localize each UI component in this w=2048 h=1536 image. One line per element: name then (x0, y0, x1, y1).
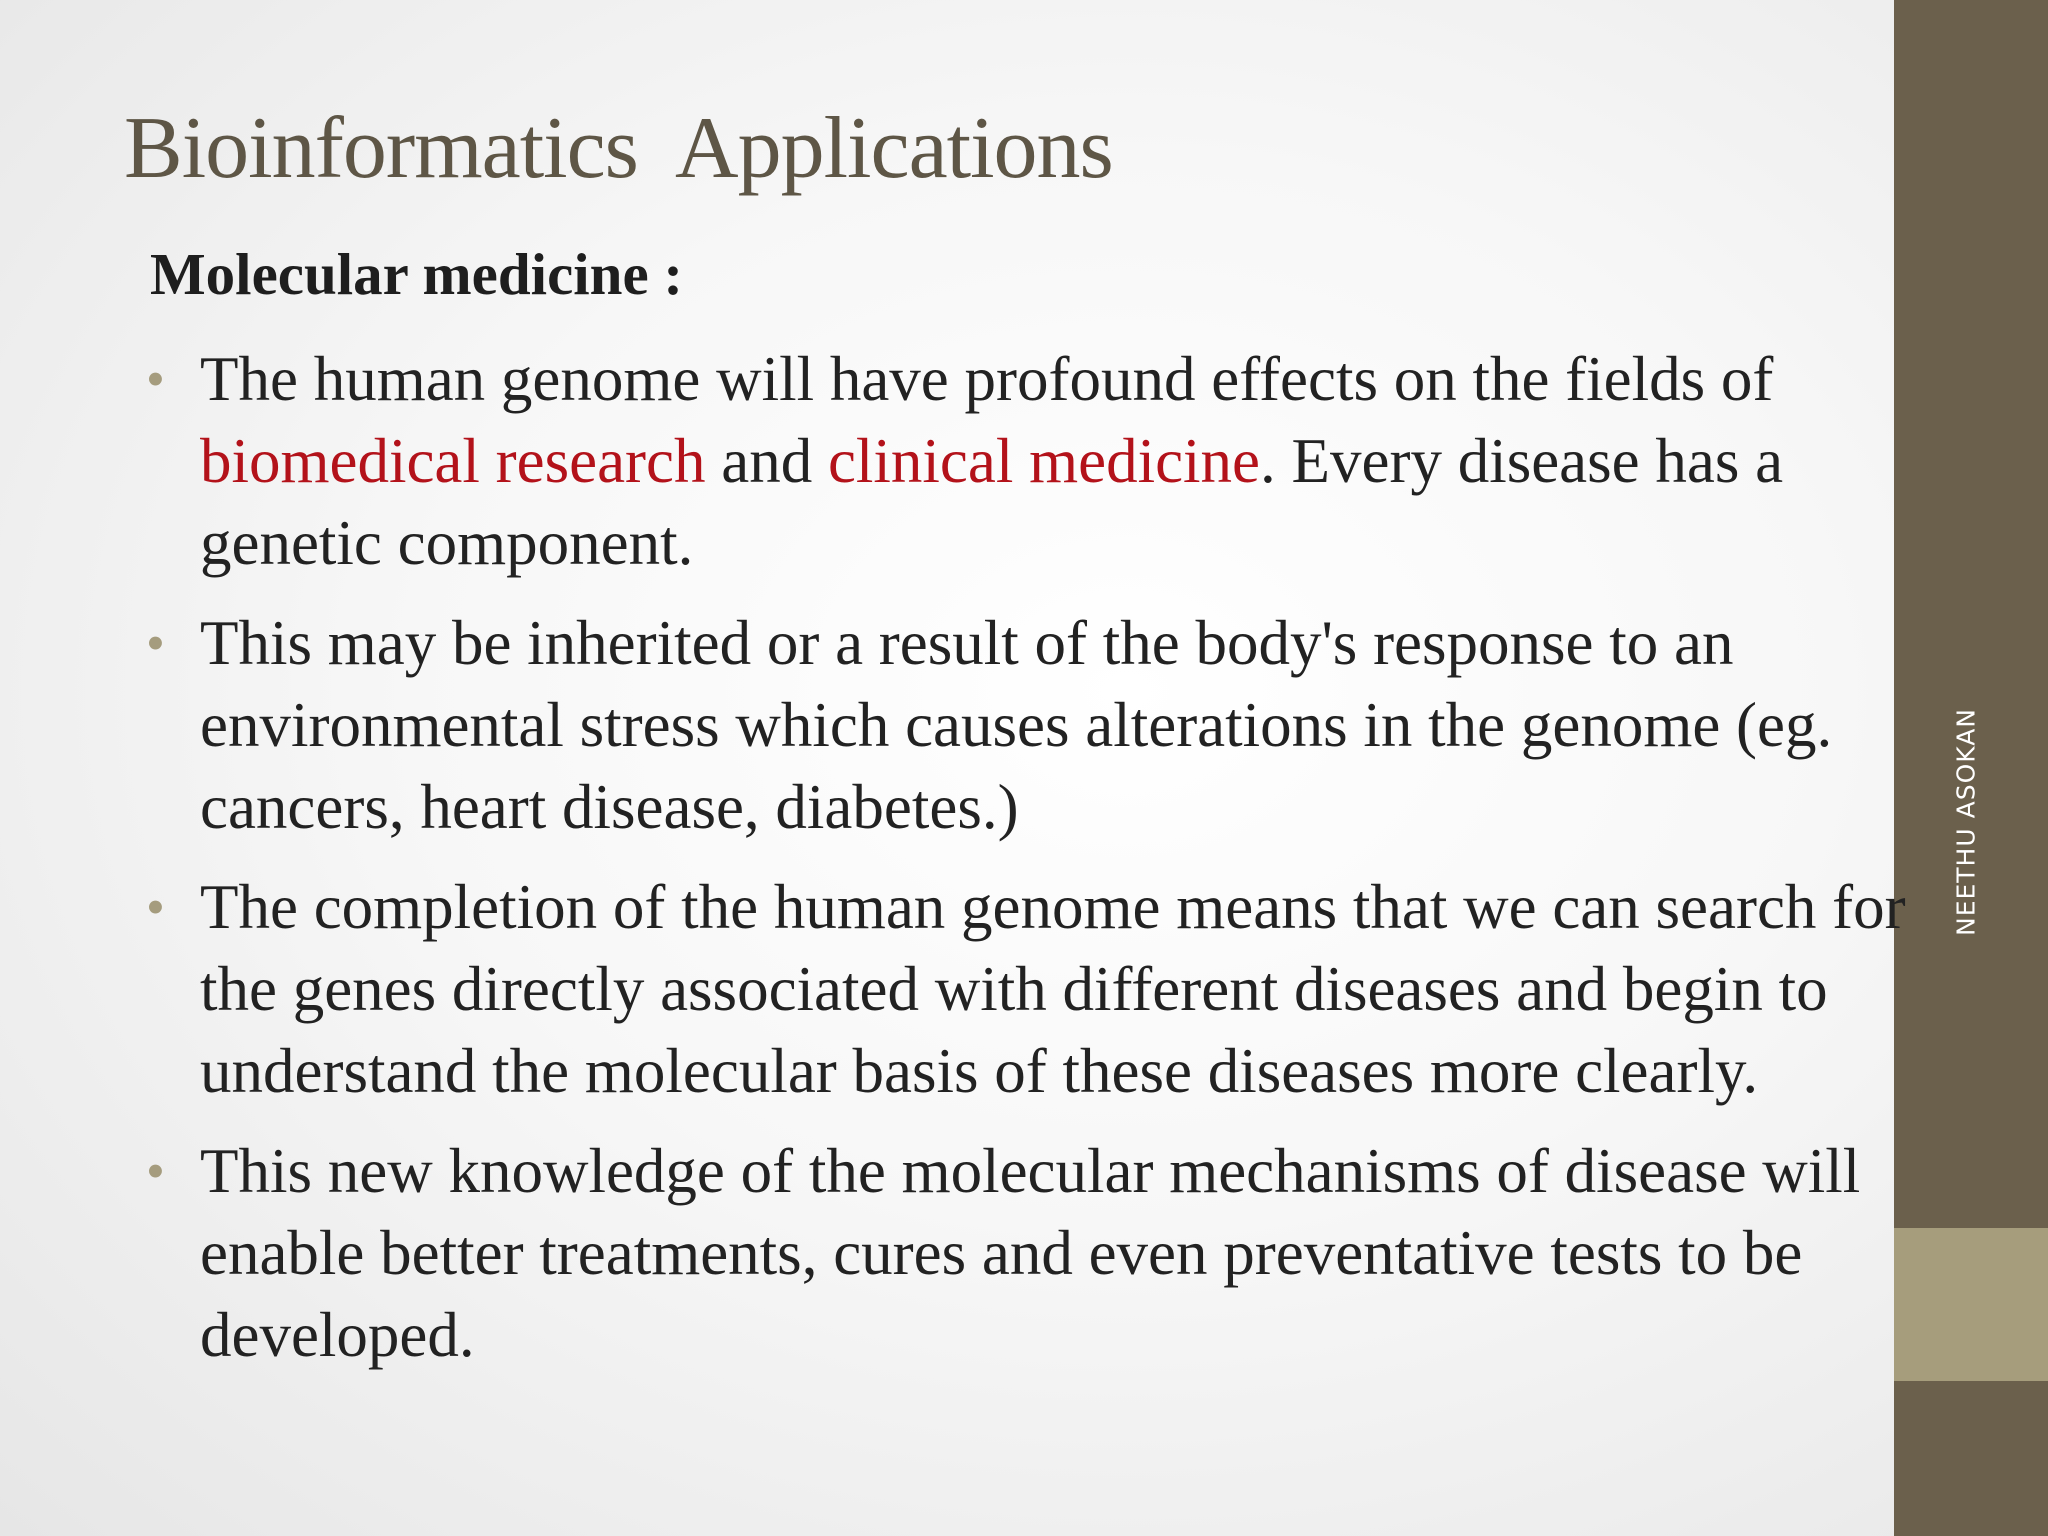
bullet-list (146, 338, 1916, 1394)
author-label: NEETHU ASOKAN (1951, 707, 1981, 937)
bullet-text-part: . Every disease has a genetic component. (200, 426, 1784, 578)
highlight-biomedical-research: biomedical research (200, 426, 706, 496)
sidebar-accent-block (1894, 1228, 2048, 1381)
bullet-icon: • (146, 1141, 165, 1201)
bullet-item (146, 602, 1916, 848)
bullet-item (146, 338, 1916, 584)
bullet-icon: • (146, 349, 165, 409)
slide-title: Bioinformatics Applications (124, 100, 1113, 197)
bullet-item (146, 866, 1916, 1112)
highlight-clinical-medicine: clinical medicine (827, 426, 1261, 496)
bullet-text: The completion of the human genome means that we can search for the genes directly associated with different diseases and begin to understand the molecular basis of these diseases more clearly. (200, 872, 1906, 1106)
bullet-text-part: and (705, 426, 828, 496)
bullet-text: This may be inherited or a result of the body's response to an environmental stress which causes alterations in the genome (eg. cancers, heart disease, diabetes.) (200, 608, 1833, 842)
bullet-text: This new knowledge of the molecular mechanisms of disease will enable better treatments, cures and even preventative tests to be developed. (200, 1136, 1861, 1370)
bullet-icon: • (146, 877, 165, 937)
section-heading: Molecular medicine : (150, 241, 684, 307)
bullet-text-part: The human genome will have profound effects on the fields of (200, 344, 1774, 414)
bullet-icon: • (146, 613, 165, 673)
bullet-item (146, 1130, 1916, 1376)
